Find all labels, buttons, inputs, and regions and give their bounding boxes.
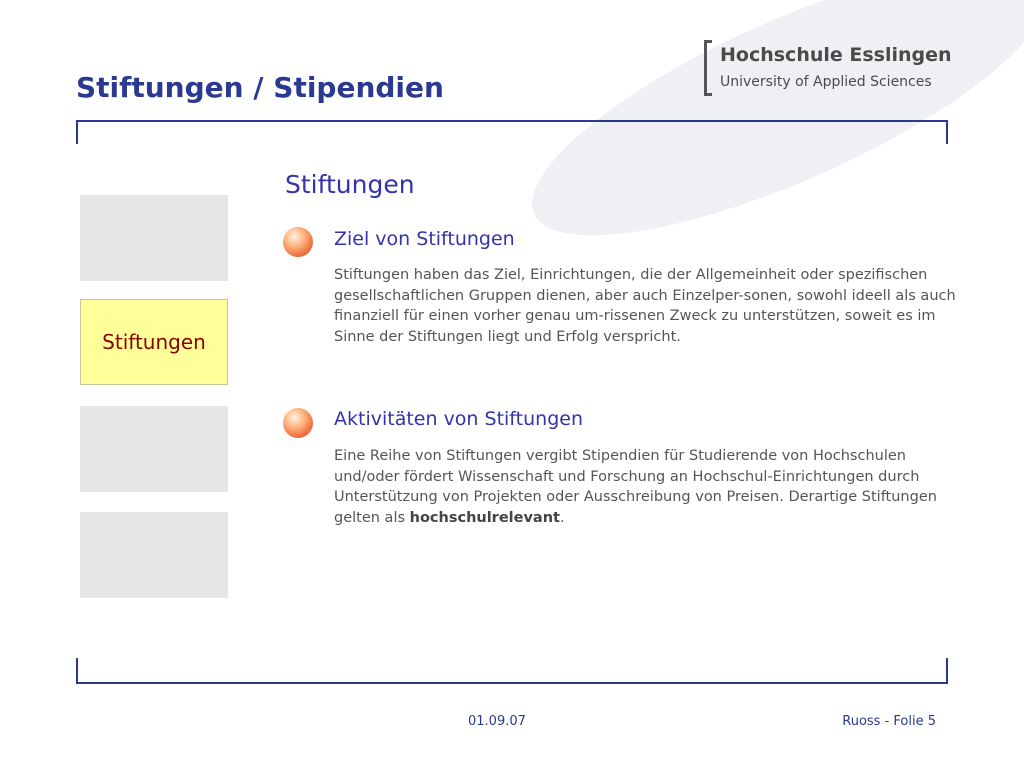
university-logo xyxy=(704,40,960,98)
logo-subtitle: University of Applied Sciences xyxy=(720,74,932,90)
footer-page-number: Ruoss - Folie 5 xyxy=(842,714,936,729)
section-title: Stiftungen xyxy=(285,170,415,199)
item-text-emphasis: hochschulrelevant xyxy=(409,509,560,526)
slide-title: Stiftungen / Stipendien xyxy=(76,71,444,104)
item-text-ziel: Stiftungen haben das Ziel, Einrichtungen, die der Allgemeinheit oder spezifischen gesellschaftlichen Gruppen dienen, aber auch Einzelper-sonen, sowohl ideell als auch finanziell für einen vorher genau um-rissenen Zweck zu unterstützen, soweit es im Sinne der Stiftungen liegt und Erfolg verspricht. xyxy=(334,267,956,345)
orange-bullet-icon xyxy=(283,227,313,257)
nav-box-placeholder-1[interactable] xyxy=(80,195,228,281)
logo-name: Hochschule Esslingen xyxy=(720,44,952,66)
footer-date: 01.09.07 xyxy=(468,714,526,729)
item-heading-ziel: Ziel von Stiftungen xyxy=(334,228,515,250)
item-text-aktivitaeten xyxy=(334,446,960,528)
content-frame-bottom xyxy=(76,658,948,684)
item-text-aktivitaeten-body: Eine Reihe von Stiftungen vergibt Stipendien für Studierende von Hochschulen und/oder fördert Wissenschaft und Forschung an Hochschul-Einrichtungen durch Unterstützung von Projekten oder Ausschreibung von Preisen. Derartige Stiftungen gelten als xyxy=(334,448,937,526)
nav-box-placeholder-2[interactable] xyxy=(80,406,228,492)
content-frame-top xyxy=(76,120,948,144)
item-text-suffix: . xyxy=(559,509,565,526)
logo-bracket-icon xyxy=(704,40,712,96)
orange-bullet-icon xyxy=(283,408,313,438)
nav-box-placeholder-3[interactable] xyxy=(80,512,228,598)
nav-box-stiftungen[interactable]: Stiftungen xyxy=(80,299,228,385)
item-heading-aktivitaeten: Aktivitäten von Stiftungen xyxy=(334,408,583,430)
